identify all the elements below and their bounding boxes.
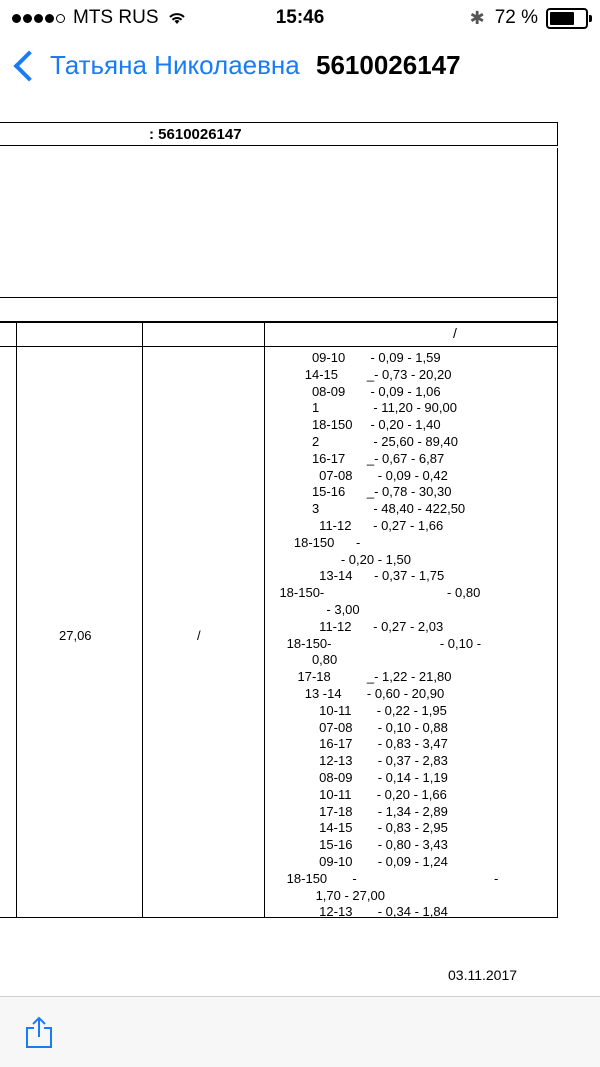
value-row: 08-09 - 0,14 - 1,19 [265,769,448,785]
bluetooth-icon: ✱ [469,7,485,28]
chevron-left-icon [13,50,44,81]
value-row: 18-150 - - [265,870,499,886]
value-row: - 3,00 [265,601,360,617]
value-row: 09-10 - 0,09 - 1,59 [265,350,441,365]
value-rows [265,350,557,921]
value-row: 16-17 - 0,83 - 3,47 [265,736,448,752]
bottom-toolbar [0,996,600,1067]
value-row: 07-08 - 0,10 - 0,88 [265,719,448,735]
value-row: 17-18 - 1,34 - 2,89 [265,803,448,819]
value-row: 2 - 25,60 - 89,40 [265,433,458,449]
value-row: 13-14 - 0,37 - 1,75 [265,568,445,584]
value-row: 16-17 _- 0,67 - 6,87 [265,450,445,466]
value-row: 11-12 - 0,27 - 1,66 [265,517,444,533]
value-row: 13 -14 - 0,60 - 20,90 [265,685,445,701]
slash-cell: / [197,628,201,643]
header-number: : 5610026147 [149,126,242,143]
value-row: 11-12 - 0,27 - 2,03 [265,618,444,634]
value-row: 12-13 - 0,34 - 1,84 [265,904,448,920]
value-row: 15-16 - 0,80 - 3,43 [265,837,448,853]
value-row: 18-150- - 0,10 - [265,635,482,651]
battery-percent: 72 % [494,7,538,28]
separator-row [0,298,558,322]
value-row: 17-18 _- 1,22 - 21,80 [265,669,452,685]
back-button[interactable] [10,50,300,81]
value-row: 1,70 - 27,00 [265,887,385,903]
value-row: 07-08 - 0,09 - 0,42 [265,467,448,483]
value-row: 15-16 _- 0,78 - 30,30 [265,484,452,500]
carrier-name: MTS RUS [73,7,159,28]
value-row: 08-09 - 0,09 - 1,06 [265,383,441,399]
document-viewer[interactable] [0,100,600,996]
share-icon[interactable] [24,1015,54,1049]
page-title: 5610026147 [316,50,461,80]
value-row: 09-10 - 0,09 - 1,24 [265,853,448,869]
value-row: 14-15 - 0,83 - 2,95 [265,820,448,836]
value-row: - 0,20 - 1,50 [265,551,411,567]
value-row: 10-11 - 0,20 - 1,66 [265,786,447,802]
value-row: 14-15 _- 0,73 - 20,20 [265,366,452,382]
navigation-bar [0,36,600,101]
status-bar [0,0,600,36]
value-row: 18-150- - 0,80 [265,585,481,601]
value-row: 0,80 [265,652,338,668]
value-row: 18-150 - 0,20 - 1,40 [265,417,441,433]
battery-icon [546,8,588,29]
value-row: 12-13 - 0,37 - 2,83 [265,753,448,769]
value-row: 18-150 - [265,534,361,550]
document-header [0,122,558,146]
clock: 15:46 [275,7,325,28]
amount-cell: 27,06 [59,628,92,643]
value-row: 10-11 - 0,22 - 1,95 [265,702,447,718]
value-row: 1 - 11,20 - 90,00 [265,400,457,416]
value-row: 3 - 48,40 - 422,50 [265,501,466,517]
column-header-4: / [453,325,457,341]
blank-section [0,148,558,298]
back-label: Татьяна Николаевна [50,50,300,80]
details-table [0,322,558,918]
document-date: 03.11.2017 [448,967,518,983]
